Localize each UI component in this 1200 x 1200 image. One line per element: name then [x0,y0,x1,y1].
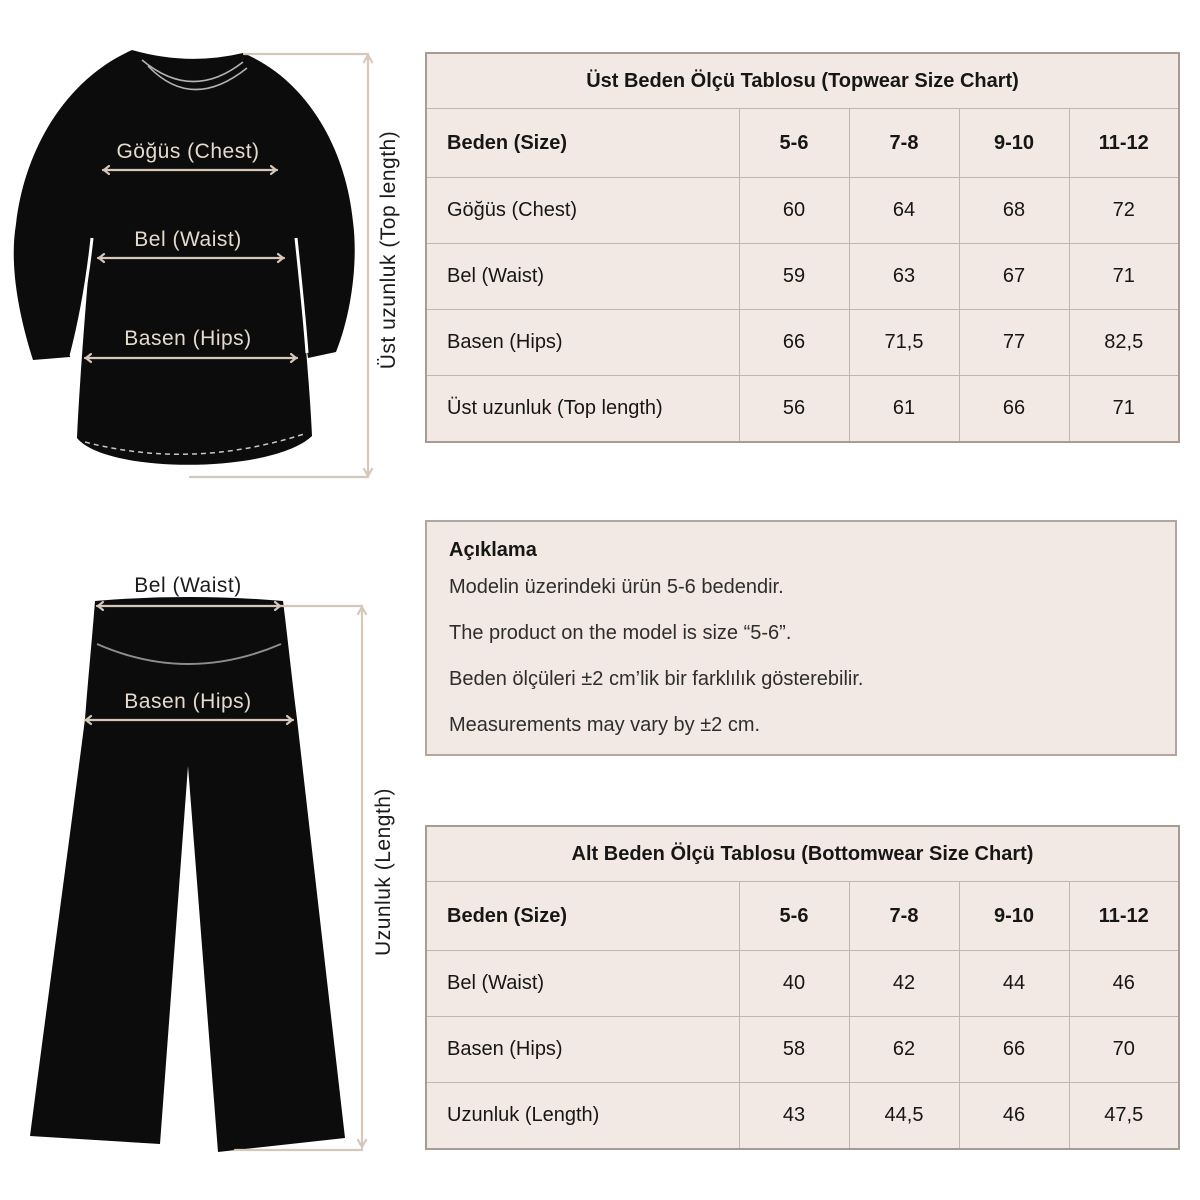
note-box [425,520,1177,756]
table-row [426,109,1179,178]
bottomwear-diagram [0,555,420,1185]
size-value-cell: 44 [959,951,1069,1017]
size-header-label: Beden (Size) [426,109,739,178]
table-row [426,53,1179,109]
size-value-cell: 67 [959,244,1069,310]
size-col-header: 11-12 [1069,882,1179,951]
size-value-cell: 72 [1069,178,1179,244]
size-value-cell: 56 [739,376,849,443]
size-value-cell: 68 [959,178,1069,244]
table-row [426,1017,1179,1083]
size-value-cell: 66 [959,1017,1069,1083]
size-col-header: 9-10 [959,882,1069,951]
size-col-header: 11-12 [1069,109,1179,178]
topwear-size-table [425,52,1180,443]
pants-waist-label: Bel (Waist) [134,574,242,597]
table-row [426,1083,1179,1150]
size-value-cell: 63 [849,244,959,310]
note-line: Modelin üzerindeki ürün 5-6 bedendir. [449,576,784,598]
size-col-header: 7-8 [849,882,959,951]
size-value-cell: 44,5 [849,1083,959,1150]
hips-label: Basen (Hips) [124,327,252,350]
size-value-cell: 82,5 [1069,310,1179,376]
row-label-cell: Basen (Hips) [426,1017,739,1083]
size-value-cell: 66 [739,310,849,376]
size-value-cell: 71 [1069,244,1179,310]
table-row [426,376,1179,443]
chest-label: Göğüs (Chest) [116,140,260,163]
bottomwear-table-title: Alt Beden Ölçü Tablosu (Bottomwear Size Chart) [426,826,1179,882]
size-value-cell: 46 [959,1083,1069,1150]
size-value-cell: 77 [959,310,1069,376]
size-value-cell: 64 [849,178,959,244]
row-label-cell: Bel (Waist) [426,244,739,310]
top-length-label: Üst uzunluk (Top length) [377,130,400,370]
size-col-header: 5-6 [739,109,849,178]
table-row [426,244,1179,310]
table-row [426,310,1179,376]
size-value-cell: 43 [739,1083,849,1150]
size-value-cell: 66 [959,376,1069,443]
size-value-cell: 46 [1069,951,1179,1017]
topwear-diagram [0,30,420,500]
size-value-cell: 62 [849,1017,959,1083]
size-col-header: 7-8 [849,109,959,178]
note-title: Açıklama [449,539,537,561]
row-label-cell: Göğüs (Chest) [426,178,739,244]
size-col-header: 5-6 [739,882,849,951]
size-value-cell: 60 [739,178,849,244]
row-label-cell: Basen (Hips) [426,310,739,376]
note-line: Measurements may vary by ±2 cm. [449,714,761,736]
size-header-label: Beden (Size) [426,882,739,951]
size-value-cell: 47,5 [1069,1083,1179,1150]
note-line: Beden ölçüleri ±2 cm’lik bir farklılık gösterebilir. [449,668,864,690]
waist-label: Bel (Waist) [134,228,242,251]
table-row [426,882,1179,951]
size-value-cell: 70 [1069,1017,1179,1083]
pants-silhouette [30,597,345,1152]
row-label-cell: Bel (Waist) [426,951,739,1017]
row-label-cell: Üst uzunluk (Top length) [426,376,739,443]
pants-hips-label: Basen (Hips) [124,690,252,713]
note-line: The product on the model is size “5-6”. [449,622,792,644]
size-col-header: 9-10 [959,109,1069,178]
bottomwear-size-table [425,825,1180,1150]
size-value-cell: 58 [739,1017,849,1083]
size-value-cell: 42 [849,951,959,1017]
size-value-cell: 71 [1069,376,1179,443]
size-value-cell: 59 [739,244,849,310]
length-label: Uzunluk (Length) [372,788,395,956]
size-value-cell: 40 [739,951,849,1017]
size-value-cell: 71,5 [849,310,959,376]
table-row [426,178,1179,244]
row-label-cell: Uzunluk (Length) [426,1083,739,1150]
topwear-table-title: Üst Beden Ölçü Tablosu (Topwear Size Chart) [426,53,1179,109]
table-row [426,951,1179,1017]
size-value-cell: 61 [849,376,959,443]
table-row [426,826,1179,882]
